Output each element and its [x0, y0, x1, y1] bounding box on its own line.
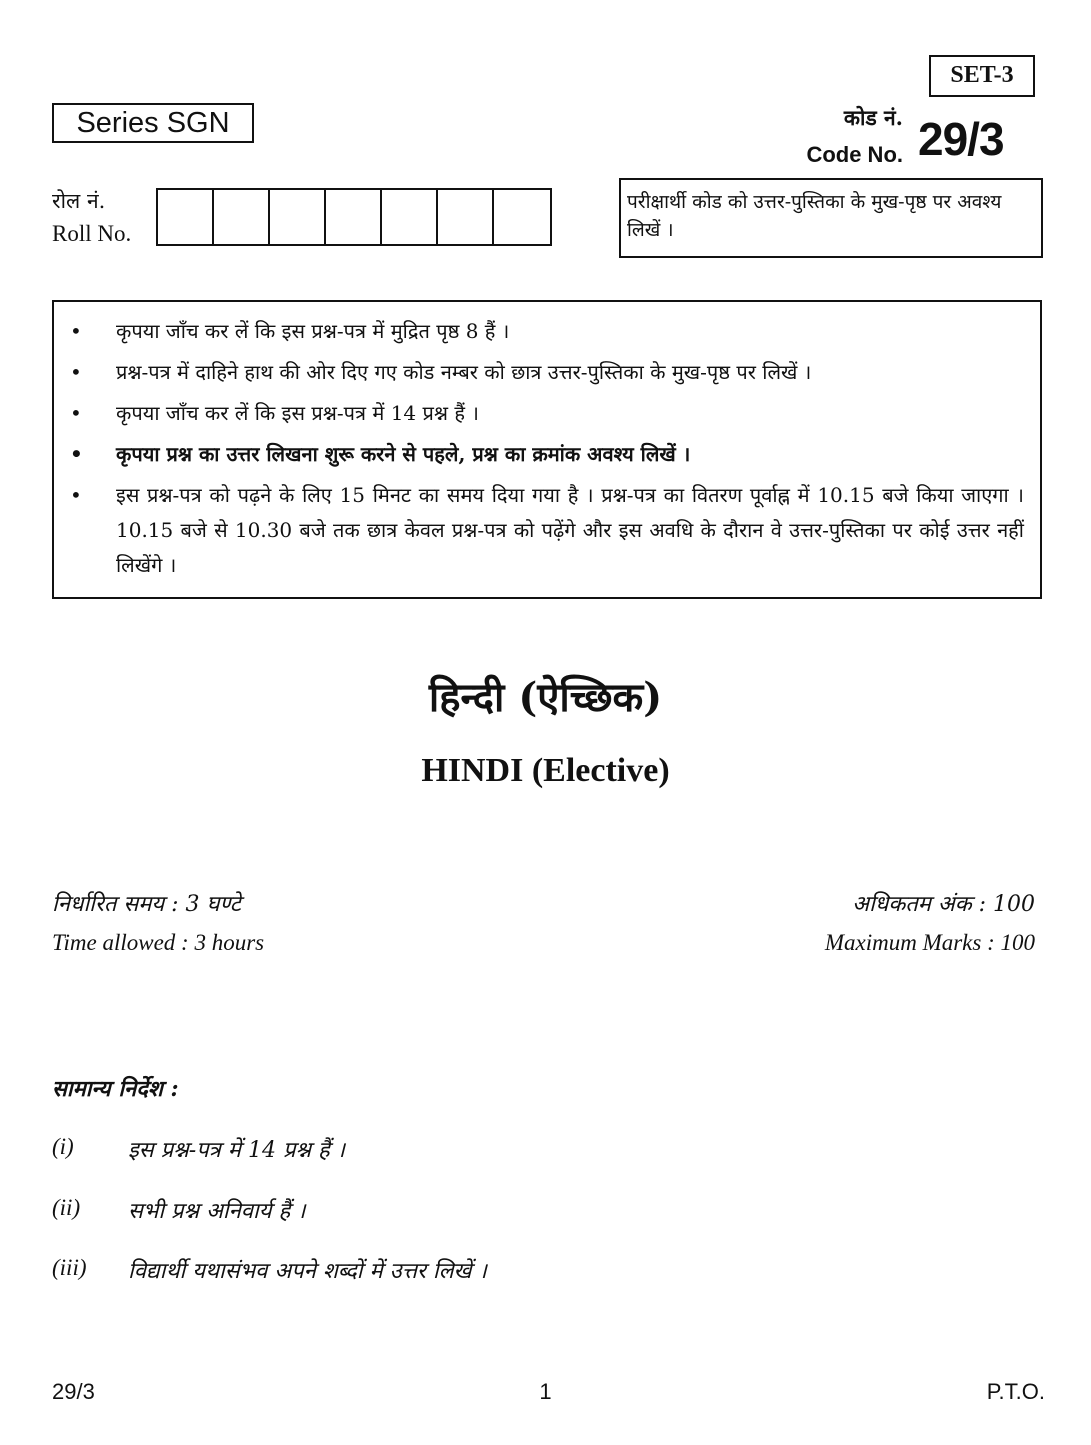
general-instructions-heading: सामान्य निर्देश : [52, 1076, 179, 1102]
instruction-text: इस प्रश्न-पत्र को पढ़ने के लिए 15 मिनट का समय दिया गया है । प्रश्न-पत्र का वितरण पूर्वाह्न में 10.15 बजे किया जाएगा । 10.15 बजे से 10.30 बजे तक छात्र केवल प्रश्न-पत्र को पढ़ेंगे और इस अवधि के दौरान वे उत्तर-पुस्तिका पर कोई उत्तर नहीं लिखेंगे । [116, 483, 1024, 577]
instructions-list [70, 314, 1024, 583]
code-number: 29/3 [918, 113, 1004, 165]
instruction-text: प्रश्न-पत्र में दाहिने हाथ की ओर दिए गए कोड नम्बर को छात्र उत्तर-पुस्तिका के मुख-पृष्ठ पर लिखें । [116, 360, 812, 384]
item-text: सभी प्रश्न अनिवार्य हैं । [128, 1199, 306, 1224]
item-text: विद्यार्थी यथासंभव अपने शब्दों में उत्तर लिखें । [128, 1259, 487, 1284]
instruction-text: कृपया जाँच कर लें कि इस प्रश्न-पत्र में मुद्रित पृष्ठ 8 हैं । [116, 319, 510, 343]
roll-label-english: Roll No. [52, 221, 132, 246]
time-allowed-english: Time allowed : 3 hours [52, 930, 265, 955]
set-label: SET-3 [929, 55, 1035, 97]
footer-code: 29/3 [52, 1379, 95, 1404]
general-instruction-item [52, 1134, 345, 1164]
item-number: (ii) [52, 1195, 81, 1220]
instruction-item [70, 355, 1024, 390]
instruction-item [70, 314, 1024, 349]
bullet-icon: • [70, 483, 82, 507]
examinee-code-note: परीक्षार्थी कोड को उत्तर-पुस्तिका के मुख-पृष्ठ पर अवश्य लिखें । [619, 178, 1043, 258]
roll-label-hindi: रोल नं. [52, 189, 106, 213]
roll-number-grid[interactable] [156, 188, 552, 246]
bullet-icon: • [70, 360, 82, 384]
bullet-icon: • [70, 442, 83, 466]
roll-number-cell[interactable] [270, 190, 326, 244]
item-number: (i) [52, 1134, 74, 1159]
instruction-text: कृपया जाँच कर लें कि इस प्रश्न-पत्र में 14 प्रश्न हैं । [116, 401, 479, 425]
item-number: (iii) [52, 1255, 87, 1280]
time-allowed-hindi: निर्धारित समय : 3 घण्टे [52, 892, 241, 917]
roll-number-cell[interactable] [326, 190, 382, 244]
general-instruction-item [52, 1255, 487, 1285]
instruction-item [70, 396, 1024, 431]
instruction-text: कृपया प्रश्न का उत्तर लिखना शुरू करने से पहले, प्रश्न का क्रमांक अवश्य लिखें । [116, 442, 691, 466]
item-text: इस प्रश्न-पत्र में 14 प्रश्न हैं । [128, 1138, 346, 1163]
maximum-marks-english: Maximum Marks : 100 [824, 930, 1035, 955]
subject-title-hindi: हिन्दी (ऐच्छिक) [428, 674, 663, 721]
roll-number-cell[interactable] [382, 190, 438, 244]
bullet-icon: • [70, 319, 82, 343]
roll-number-cell[interactable] [438, 190, 494, 244]
code-label-english: Code No. [806, 142, 903, 167]
roll-number-cell[interactable] [494, 190, 550, 244]
code-label-hindi: कोड नं. [843, 105, 903, 130]
roll-number-cell[interactable] [214, 190, 270, 244]
subject-title-english: HINDI (Elective) [421, 752, 670, 789]
maximum-marks-hindi: अधिकतम अंक : 100 [852, 892, 1035, 917]
page-number: 1 [539, 1379, 552, 1404]
series-label: Series SGN [52, 103, 254, 143]
roll-number-cell[interactable] [158, 190, 214, 244]
bullet-icon: • [70, 401, 82, 425]
instruction-item [70, 478, 1024, 583]
please-turn-over: P.T.O. [986, 1379, 1045, 1404]
instructions-box [52, 300, 1042, 599]
general-instruction-item [52, 1195, 306, 1225]
instruction-item [70, 437, 1024, 472]
